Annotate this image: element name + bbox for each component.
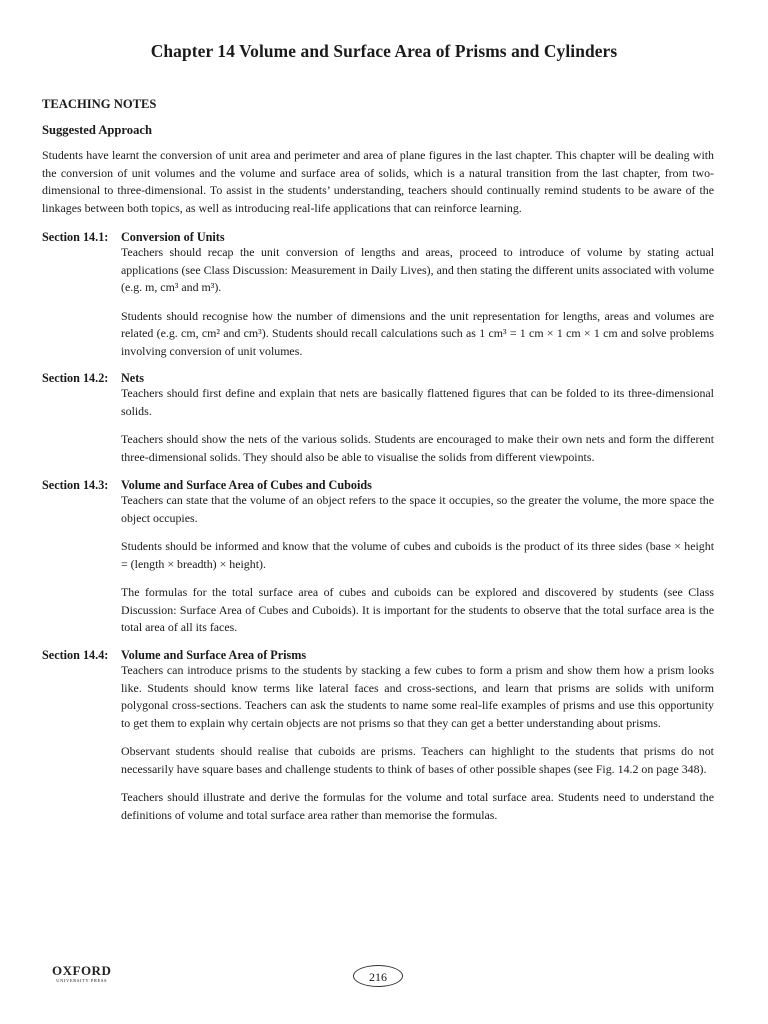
section-label: Section 14.3: — [42, 478, 109, 492]
publisher-subtitle: UNIVERSITY PRESS — [56, 978, 108, 983]
section-body — [121, 492, 714, 648]
section-title: Conversion of Units — [121, 230, 225, 244]
suggested-approach-heading: Suggested Approach — [42, 123, 152, 137]
paragraph: Students should be informed and know that the volume of cubes and cuboids is the product of its three sides (base × height = (length × breadth) × height). — [121, 539, 714, 571]
paragraph: Teachers should first define and explain that nets are basically flattened figures that can be folded to its three-dimensional solids. — [121, 386, 714, 418]
section-label: Section 14.2: — [42, 371, 109, 385]
suggested-approach-text: Students have learnt the conversion of unit area and perimeter and area of plane figures in the last chapter. This chapter will be dealing with the conversion of unit volumes and the volume and surface area of solids, which is a natural transition from the last chapter, from two-dimensional to three-dimensional. To assist in the students’ understanding, teachers should continually remind students to be aware of the linkages between both topics, as well as introducing real-life applications that can reinforce learning. — [42, 148, 714, 215]
section-title: Volume and Surface Area of Prisms — [121, 648, 307, 662]
teaching-notes-heading: TEACHING NOTES — [42, 97, 157, 111]
paragraph: The formulas for the total surface area of cubes and cuboids can be explored and discovered by students (see Class Discussion: Surface Area of Cubes and Cuboids). It is important for the students to observe that the total surface area is the total area of all its faces. — [121, 585, 714, 634]
oxford-logo — [52, 964, 111, 984]
publisher-name: OXFORD — [52, 963, 112, 978]
paragraph: Teachers can state that the volume of an object refers to the space it occupies, so the greater the volume, the more space the object occupies. — [121, 493, 714, 525]
section-body — [121, 244, 714, 371]
section-title: Nets — [121, 371, 145, 385]
paragraph: Teachers should recap the unit conversion of lengths and areas, proceed to introduce of volume by stating actual applications (see Class Discussion: Measurement in Daily Lives), and then stating the different units associated with volume (e.g. m, cm³ and m³). — [121, 245, 714, 294]
paragraph: Observant students should realise that cuboids are prisms. Teachers can highlight to the students that prisms do not necessarily have square bases and challenge students to think of bases of other possible shapes (see Fig. 14.2 on page 348). — [121, 744, 714, 776]
section-label: Section 14.4: — [42, 648, 109, 662]
section-label: Section 14.1: — [42, 230, 109, 244]
paragraph: Teachers can introduce prisms to the students by stacking a few cubes to form a prism and show them how a prism looks like. Students should know terms like lateral faces and cross-sections, and learn that prisms are solids with uniform polygonal cross-sections. Teachers can ask the students to name some real-life examples of prisms and use this opportunity to get them to explain why certain objects are not prisms so that they can get a better understanding about prisms. — [121, 663, 714, 730]
paragraph: Students should recognise how the number of dimensions and the unit representation for lengths, areas and volumes are related (e.g. cm, cm² and cm³). Students should recall calculations such as 1 cm³ = 1 cm × 1 cm × 1 cm and solve problems involving conversion of unit volumes. — [121, 308, 714, 358]
paragraph: Teachers should show the nets of the various solids. Students are encouraged to make their own nets and form the different three-dimensional solids. They should also be able to visualise the solids from different viewpoints. — [121, 432, 714, 464]
section-body — [121, 385, 714, 477]
section-body — [121, 662, 714, 835]
section-title: Volume and Surface Area of Cubes and Cuboids — [121, 478, 372, 492]
paragraph: Teachers should illustrate and derive the formulas for the volume and total surface area. Students need to understand the definitions of volume and total surface area rather than memorise the formulas. — [121, 790, 714, 822]
page-number: 216 — [353, 965, 403, 987]
chapter-title: Chapter 14 Volume and Surface Area of Prisms and Cylinders — [150, 41, 618, 61]
